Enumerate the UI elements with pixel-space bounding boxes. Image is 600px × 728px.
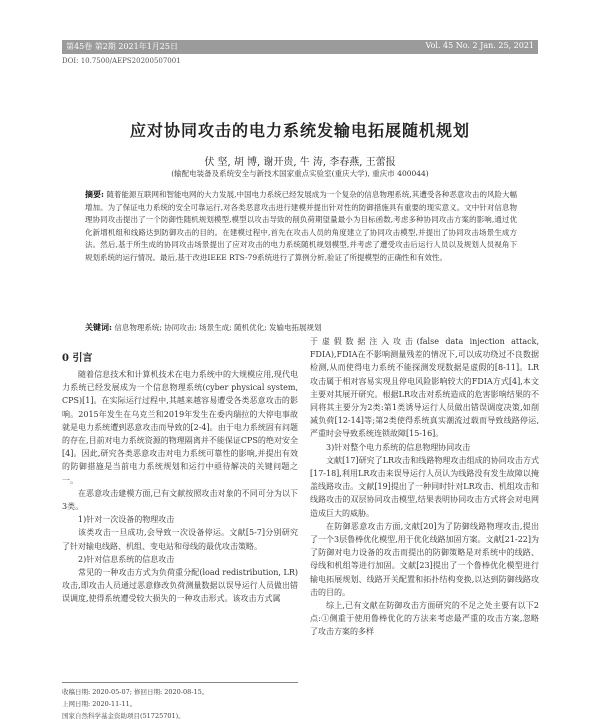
affiliation: (输配电装备及系统安全与新技术国家重点实验室(重庆大学), 重庆市 400044) <box>171 169 429 178</box>
subheading: 2)针对信息系统的信息攻击 <box>78 554 175 564</box>
abstract-text: 随着能源互联网和智能电网的大力发展,中国电力系统已经发展成为一个复杂的信息物理系统,其遭受各种恶意攻击的风险大幅增加。为了保证电力系统的安全可靠运行,对各类恶意攻击进行建模并提出针对性的防御措施具有重要的现实意义。文中针对信息物理协同攻击提出了一个防御性随机规划模型,模型以攻击导致的削负荷期望量最小为目标函数,考虑多种协同攻击方案的影响,通过优化新增机组和线路达到防御攻击的目的。在建模过程中,首先在攻击人员的角度建立了协同攻击模型,并提出了协同攻击场景生成方法。然后,基于所生成的协同攻击场景提出了应对攻击的电力系统随机规划模型,并考虑了遭受攻击后运行人员以及规划人员视角下规划系统的运行情况。最后,基于改进IEEE RTS-79系统进行了算例分析,验证了所提模型的正确性和有效性。 <box>85 190 517 262</box>
keywords-text: 信息物理系统; 协同攻击; 场景生成; 随机优化; 发输电拓展规划 <box>114 323 322 332</box>
keywords-label: 关键词: <box>85 322 112 332</box>
abstract-label: 摘要: <box>85 189 104 199</box>
footnote-received: 收稿日期: 2020-05-07; 修回日期: 2020-08-15。 <box>62 688 209 696</box>
paragraph: 综上,已有文献在防御攻击方面研究的不足之处主要有以下2点:①侧重于使用鲁棒优化的方法来考虑最严重的攻击方案,忽略了攻击方案的多样 <box>310 601 539 637</box>
journal-issue-en: Vol. 45 No. 2 Jan. 25, 2021 <box>425 41 534 50</box>
paragraph: 在恶意攻击建模方面,已有文献按照攻击对象的不同可分为以下3类。 <box>62 488 298 512</box>
paper-title: 应对协同攻击的电力系统发输电拓展随机规划 <box>129 121 470 140</box>
left-column <box>62 368 298 606</box>
subheading: 3)针对整个电力系统的信息物理协同攻击 <box>326 442 471 452</box>
paragraph: 文献[17]研究了LR攻击和线路物理攻击组成的协同攻击方式[17-18],利用LR攻击来误导运行人员认为线路没有发生故障以掩盖线路攻击。文献[19]提出了一种同时针对LR攻击、机组攻击和线路攻击的双层协同攻击模型,结果表明协同攻击方式将会对电网造成巨大的威胁。 <box>310 455 539 518</box>
footnote-online: 上网日期: 2020-11-11。 <box>62 700 137 708</box>
keywords <box>85 322 517 333</box>
paragraph: 常见的一种攻击方式为负荷重分配(load redistribution, LR)攻击,即攻击人员通过恶意修改负荷测量数据以误导运行人员做出错误调度,使得系统遭受较大损失的一种攻击形式。该攻击方式属 <box>62 568 298 604</box>
footnotes <box>62 682 298 722</box>
journal-issue: 第45卷 第2期 2021年1月25日 <box>66 42 178 51</box>
paragraph: 该类攻击一旦成功,会导致一次设备停运。文献[5-7]分别研究了针对输电线路、机组、变电站和母线的最优攻击策略。 <box>62 528 298 551</box>
journal-header-bar <box>62 40 538 54</box>
right-column <box>310 335 539 639</box>
abstract <box>85 188 517 264</box>
doi[interactable]: DOI: 10.7500/AEPS20200507001 <box>62 57 181 65</box>
footnote-funding: 国家自然科学基金资助项目(51725701)。 <box>62 712 185 720</box>
section-heading: 0 引言 <box>62 353 93 364</box>
paragraph: 于虚假数据注入攻击(false data injection attack, FDIA),FDIA在不影响测量残差的情况下,可以成功绕过不良数据检测,从而使得电力系统不能探测发现数据是虚假的[8-11]。LR攻击属于相对容易实现且停电风险影响较大的FDIA方式[4],本文主要对其展开研究。根据LR攻击对系统造成的危害影响结果的不同将其主要分为2类:第1类诱导运行人员做出错误调度决策,如削减负荷[12-14]等;第2类使得系统真实潮流过载而导致线路停运,严重时会导致系统连锁故障[15-16]。 <box>310 337 539 439</box>
authors: 伏 坚, 胡 博, 谢开贵, 牛 涛, 李春燕, 王蕾报 <box>204 157 396 168</box>
subheading: 1)针对一次设备的物理攻击 <box>78 515 175 525</box>
paragraph: 在防御恶意攻击方面,文献[20]为了防御线路物理攻击,提出了一个3层鲁棒优化模型,用于优化线路加固方案。文献[21-22]为了防御对电力设备的攻击而提出的防御策略是对系统中的线路、母线和机组等进行加固。文献[23]提出了一个鲁棒优化模型进行输电拓展规划、线路开关配置和拓扑结构变换,以达到防御线路攻击的目的。 <box>310 521 539 597</box>
paragraph: 随着信息技术和计算机技术在电力系统中的大规模应用,现代电力系统已经发展成为一个信息物理系统(cyber physical system, CPS)[1]。在实际运行过程中,其越来越容易遭受各类恶意攻击的影响。2015年发生在乌克兰和2019年发生在委内瑞拉的大停电事故就是电力系统遭到恶意攻击而导致的[2-4]。由于电力系统固有问题的存在,目前对电力系统资源的物理隔离并不能保证CPS的绝对安全[4]。因此,研究各类恶意攻击对电力系统可靠性的影响,并提出有效的防御措施是当前电力系统规划和运行中亟待解决的关键问题之一。 <box>62 370 298 485</box>
